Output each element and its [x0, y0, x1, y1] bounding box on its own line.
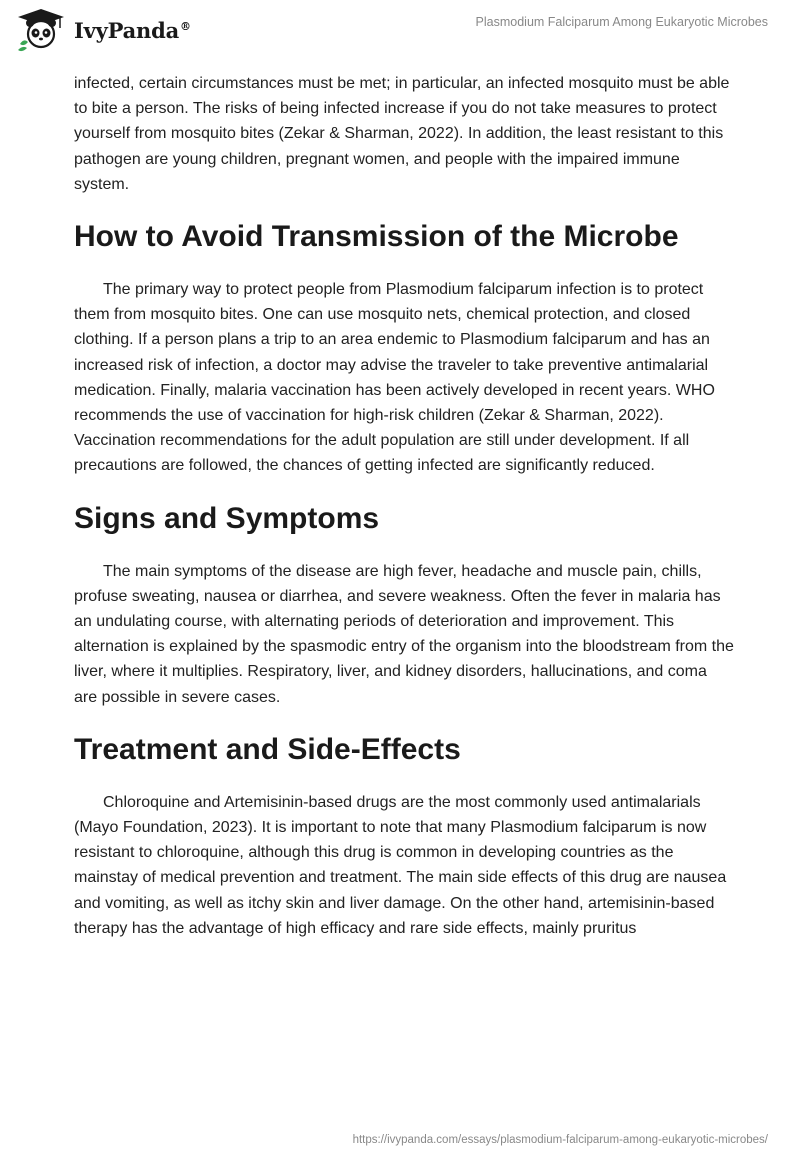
logo-wordmark: IvyPanda®	[74, 17, 191, 43]
section-heading-treatment: Treatment and Side-Effects	[74, 732, 461, 766]
source-url[interactable]: https://ivypanda.com/essays/plasmodium-falciparum-among-eukaryotic-microbes/	[352, 1134, 768, 1146]
essay-body	[74, 71, 734, 941]
section-paragraph-signs-symptoms: The main symptoms of the disease are high fever, headache and muscle pain, chills, profuse sweating, nausea or diarrhea, and severe weakness. Often the fever in malaria has an undulating course, with alternating periods of deterioration and improvement. This alternation is explained by the spasmodic entry of the organism into the bloodstream from the liver, where it multiplies. Respiratory, liver, and kidney disorders, hallucinations, and coma are possible in severe cases.	[74, 562, 734, 706]
section-paragraph-treatment: Chloroquine and Artemisinin-based drugs are the most commonly used antimalarials (Mayo Foundation, 2023). It is important to note that many Plasmodium falciparum is now resistant to chloroquine, although this drug is common in developing countries as the mainstay of medical prevention and treatment. The main side effects of this drug are nausea and vomiting, as well as itchy skin and liver damage. On the other hand, artemisinin-based therapy has the advantage of high efficacy and rare side effects, mainly pruritus	[74, 793, 727, 937]
intro-paragraph: infected, certain circumstances must be met; in particular, an infected mosquito must be able to bite a person. The risks of being infected increase if you do not take measures to protect yourself from mosquito bites (Zekar & Sharman, 2022). In addition, the least resistant to this pathogen are young children, pregnant women, and people with the impaired immune system.	[74, 75, 730, 193]
section-heading-avoid-transmission: How to Avoid Transmission of the Microbe	[74, 220, 679, 254]
page-header	[0, 0, 800, 60]
panda-graduate-icon	[14, 8, 68, 52]
section-paragraph-avoid-transmission: The primary way to protect people from Plasmodium falciparum infection is to protect them from mosquito bites. One can use mosquito nets, chemical protection, and closed clothing. If a person plans a trip to an area endemic to Plasmodium falciparum and has an increased risk of infection, a doctor may advise the traveler to take preventive antimalarial medication. Finally, malaria vaccination has been actively developed in recent years. WHO recommends the use of vaccination for high-risk children (Zekar & Sharman, 2022). Vaccination recommendations for the adult population are still under development. If all precautions are followed, the chances of getting infected are significantly reduced.	[74, 281, 715, 475]
section-heading-signs-symptoms: Signs and Symptoms	[74, 501, 380, 535]
ivypanda-logo[interactable]	[14, 8, 191, 52]
document-title: Plasmodium Falciparum Among Eukaryotic Microbes	[475, 15, 768, 29]
